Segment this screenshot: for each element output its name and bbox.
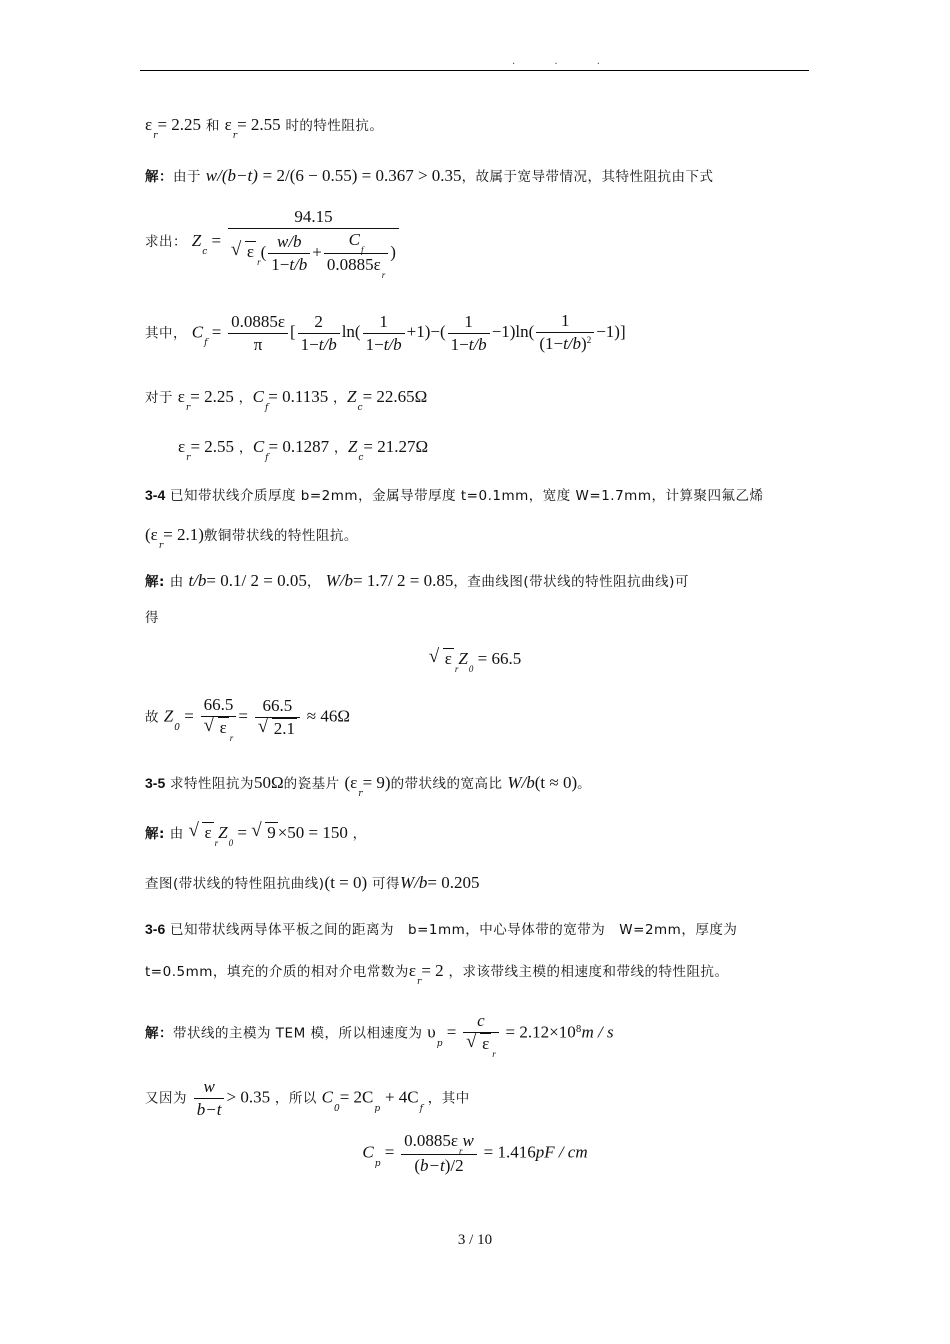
page-number: 3 / 10 xyxy=(457,1232,493,1248)
problem-3-6-cont: t=0.5mm，填充的介质的相对介电常数为$\varepsilon_r= 2$ ，求该带线主模的相速度和带线的特性阻抗。 xyxy=(145,961,729,987)
line-result-255: $\varepsilon_r= 2.55$ ，$C_f= 0.1287$ ，$Z_c= 21.27\Omega$ xyxy=(178,437,429,463)
formula-cf: 其中， $C_f$ = $\frac{0.0885\varepsilon}{\pi}$ [ $\frac{2}{1-t/b}$ ln( $\frac{1}{1-t/b}$ +1)−( $\frac{1}{1-t/b}$ −1)ln( $\frac{1}{(1-t/b)^2}$ −1)] xyxy=(145,311,626,354)
problem-3-4: 3-4 已知带状线介质厚度 b=2mm，金属导带厚度 t=0.1mm，宽度 W=1.7mm，计算聚四氟乙烯 xyxy=(145,487,764,504)
line-er-values: $\varepsilon_r= 2.25$ 和 $\varepsilon_r= 2.55$ 时的特性阻抗。 xyxy=(145,115,384,141)
formula-sqrt-z0: √ $\varepsilon_rZ_0 = 66.5$ xyxy=(0,648,950,672)
solution-3-4: 解: 由 t/b= 0.1/ 2 = 0.05， W/b= 1.7/ 2 = 0.85，查曲线图(带状线的特性阻抗曲线)可 xyxy=(145,571,689,590)
solution-3-6: 解：带状线的主模为 TEM 模，所以相速度为 $\upsilon_p$ = c √ $\varepsilon_r$ = $2.12\times 10^8m / s$ xyxy=(145,1010,810,1057)
solution-3-5: 解: 由 √ $\varepsilon_rZ_0$ = √ 9 ×50 = 150 ， xyxy=(145,822,810,846)
problem-3-4-cont: $(\varepsilon_r= 2.1)$敷铜带状线的特性阻抗。 xyxy=(145,525,358,551)
problem-3-6: 3-6 已知带状线两导体平板之间的距离为 b=1mm，中心导体带的宽带为 W=2mm，厚度为 xyxy=(145,921,738,938)
header-dots: . . . xyxy=(512,56,618,67)
problem-3-5: 3-5 求特性阻抗为50Ω的瓷基片 $(\varepsilon_r= 9)$的带状线的宽高比 W/b(t ≈ 0)。 xyxy=(145,773,592,799)
solution-3-4-cont: 得 xyxy=(145,610,159,626)
formula-zc: 求出： $Z_c$ = 94.15 √ $\varepsilon_r$( $\frac{w/b}{1-t/b}$ + $\frac{C_f}{0.0885\varepsilon_r}$ ) xyxy=(145,206,810,278)
line-solution-condition: 解：由于 w/(b−t) = 2/(6 − 0.55) = 0.367 > 0.35，故属于宽导带情况，其特性阻抗由下式 xyxy=(145,166,714,185)
line-result-225: 对于 $\varepsilon_r= 2.25$ ，$C_f= 0.1135$ ，$Z_c= 22.65\Omega$ xyxy=(145,387,428,413)
formula-cp: $C_p$ = $\frac{0.0885\varepsilon_rw}{(b-t)/2}$ = 1.416pF / cm xyxy=(362,1131,588,1175)
formula-z0-result: 故 $Z_0$ = 66.5 √ $\varepsilon_r$ = 66.5 √ 2.1 ≈ 46Ω xyxy=(145,694,810,741)
solution-3-6-cont: 又因为 $\frac{w}{b-t}$ > 0.35 ，所以 $C_0= 2C_p + 4C_f$ ，其中 xyxy=(145,1077,470,1119)
header-rule xyxy=(140,70,809,71)
solution-3-5-cont: 查图(带状线的特性阻抗曲线)(t = 0) 可得W/b= 0.205 xyxy=(145,873,480,892)
